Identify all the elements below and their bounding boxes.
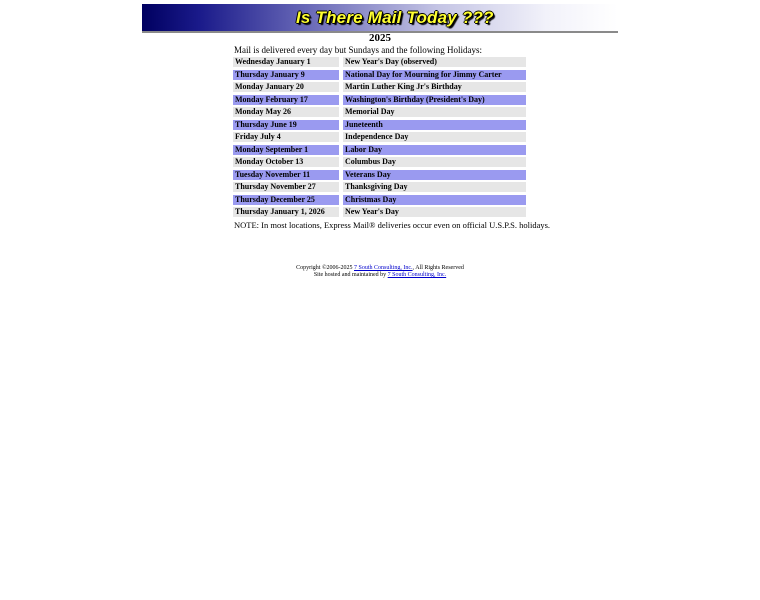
holiday-row (233, 170, 526, 180)
holiday-table (233, 57, 526, 220)
holiday-name: Labor Day (343, 145, 526, 155)
holiday-name: Washington's Birthday (President's Day) (343, 95, 526, 105)
holiday-date: Friday July 4 (233, 132, 339, 142)
holiday-name: New Year's Day (observed) (343, 57, 526, 67)
holiday-row (233, 195, 526, 205)
footer (0, 265, 760, 279)
year-heading: 2025 (369, 32, 391, 44)
holiday-name: Memorial Day (343, 107, 526, 117)
holiday-date: Monday October 13 (233, 157, 339, 167)
holiday-name: Independence Day (343, 132, 526, 142)
holiday-name: Christmas Day (343, 195, 526, 205)
copyright-prefix: Copyright ©2006-2025 (296, 265, 353, 271)
holiday-row (233, 132, 526, 142)
holiday-date: Monday January 20 (233, 82, 339, 92)
holiday-row (233, 157, 526, 167)
holiday-row (233, 182, 526, 192)
site-title: Is There Mail Today ??? (296, 8, 494, 27)
holiday-row (233, 207, 526, 217)
copyright-suffix: All Rights Reserved (415, 265, 464, 271)
copyright-suffix-comma: , (412, 265, 415, 271)
holiday-date: Tuesday November 11 (233, 170, 339, 180)
holiday-date: Thursday November 27 (233, 182, 339, 192)
holiday-row (233, 107, 526, 117)
holiday-name: Juneteenth (343, 120, 526, 130)
hosted-line (0, 272, 760, 279)
express-mail-note: NOTE: In most locations, Express Mail® deliveries occur even on official U.S.P.S. holidays. (234, 220, 551, 230)
copyright-line (0, 265, 760, 272)
holiday-date: Thursday December 25 (233, 195, 339, 205)
holiday-date: Wednesday January 1 (233, 57, 339, 67)
holiday-name: Columbus Day (343, 157, 526, 167)
holiday-row (233, 82, 526, 92)
holiday-name: New Year's Day (343, 207, 526, 217)
hosted-prefix: Site hosted and maintained by (313, 272, 387, 278)
holiday-date: Thursday January 9 (233, 70, 339, 80)
holiday-row (233, 57, 526, 67)
holiday-name: National Day for Mourning for Jimmy Carter (343, 70, 526, 80)
company-link[interactable]: 7 South Consulting, Inc. (354, 265, 413, 271)
holiday-name: Thanksgiving Day (343, 182, 526, 192)
holiday-date: Thursday January 1, 2026 (233, 207, 339, 217)
holiday-date: Monday May 26 (233, 107, 339, 117)
holiday-name: Veterans Day (343, 170, 526, 180)
holiday-row (233, 145, 526, 155)
hosting-company-link[interactable]: 7 South Consulting, Inc. (387, 272, 447, 278)
holiday-row (233, 70, 526, 80)
holiday-row (233, 95, 526, 105)
holiday-date: Thursday June 19 (233, 120, 339, 130)
holiday-date: Monday September 1 (233, 145, 339, 155)
holiday-row (233, 120, 526, 130)
intro-text: Mail is delivered every day but Sundays and the following Holidays: (234, 45, 482, 55)
holiday-name: Martin Luther King Jr's Birthday (343, 82, 526, 92)
holiday-date: Monday February 17 (233, 95, 339, 105)
